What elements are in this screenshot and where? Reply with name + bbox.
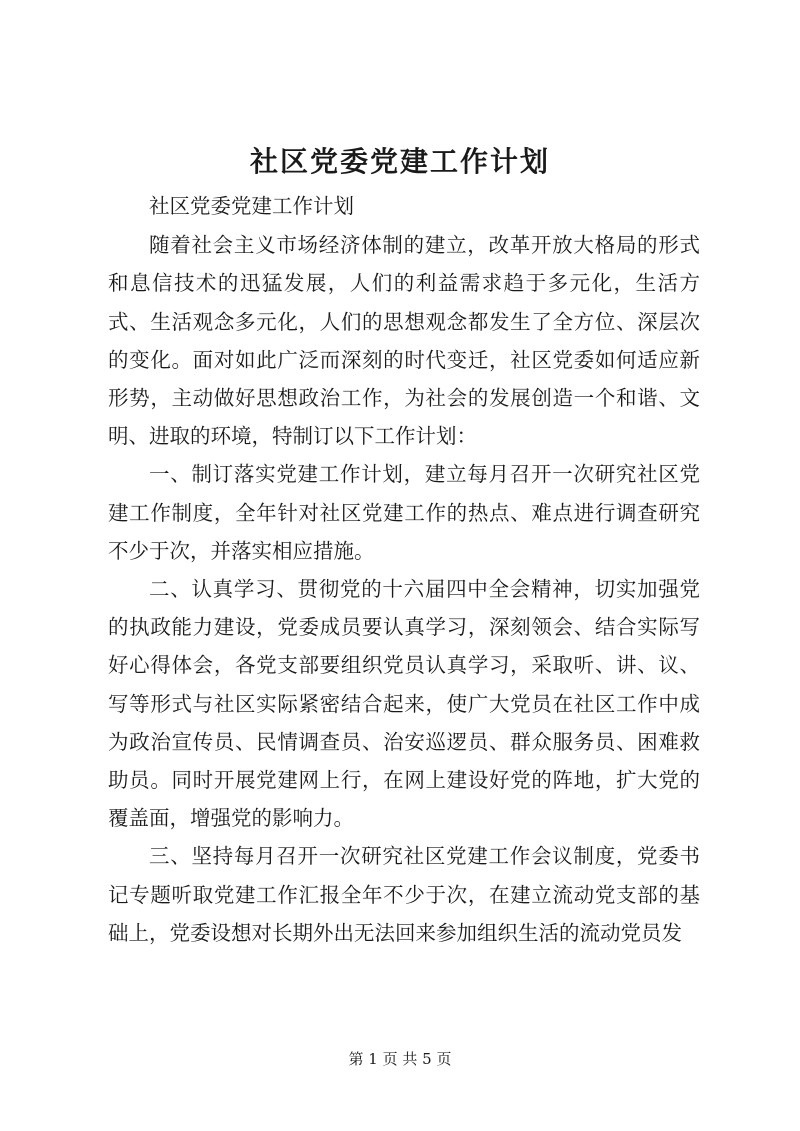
paragraph-intro: 随着社会主义市场经济体制的建立，改革开放大格局的形式和息信技术的迅猛发展，人们的利益需求趋于多元化，生活方式、生活观念多元化，人们的思想观念都发生了全方位、深层次的变化。面对如此广泛而深刻的时代变迁，社区党委如何适应新形势，主动做好思想政治工作，为社会的发展创造一个和谐、文明、进取的环境，特制订以下工作计划： [108, 233, 700, 449]
page-number-footer: 第 1 页 共 5 页 [348, 1050, 452, 1068]
paragraph-item-2: 二、认真学习、贯彻党的十六届四中全会精神，切实加强党的执政能力建设，党委成员要认真学习，深刻领会、结合实际写好心得体会，各党支部要组织党员认真学习，采取听、讲、议、写等形式与社区实际紧密结合起来，使广大党员在社区工作中成为政治宣传员、民情调查员、治安巡逻员、群众服务员、困难救助员。同时开展党建网上行，在网上建设好党的阵地，扩大党的覆盖面，增强党的影响力。 [108, 577, 700, 831]
document-body [108, 187, 700, 952]
document-title: 社区党委党建工作计划 [249, 145, 550, 178]
paragraph-item-1: 一、制订落实党建工作计划，建立每月召开一次研究社区党建工作制度，全年针对社区党建工作的热点、难点进行调查研究不少于次，并落实相应措施。 [108, 462, 700, 563]
paragraph-item-3: 三、坚持每月召开一次研究社区党建工作会议制度，党委书记专题听取党建工作汇报全年不少于次，在建立流动党支部的基础上，党委设想对长期外出无法回来参加组织生活的流动党员发 [108, 844, 700, 945]
paragraph-subtitle: 社区党委党建工作计划 [149, 194, 354, 218]
